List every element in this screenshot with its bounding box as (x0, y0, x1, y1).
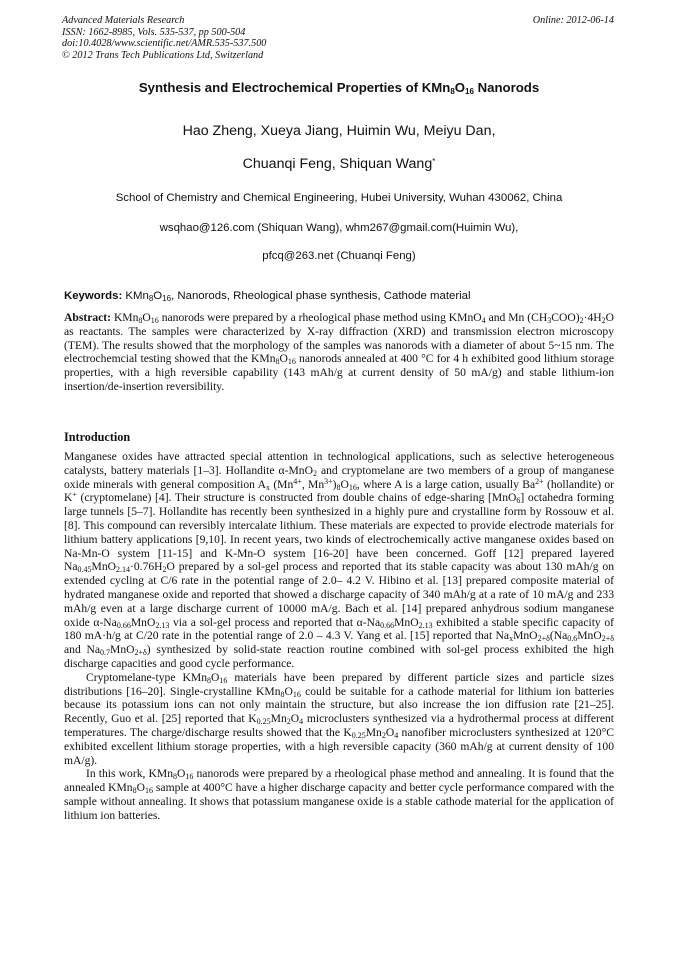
corresponding-mark: * (432, 157, 436, 166)
journal-name: Advanced Materials Research (62, 15, 185, 26)
online-date: Online: 2012-06-14 (532, 15, 614, 26)
intro-paragraph-1: Manganese oxides have attracted special attention in technological applications, such as selective heterogeneous catalysts, battery materials [1–3]. Hollandite α-MnO$_2$ and cryptomelane are two members of a group of manganese oxide minerals with general composition $A_x$ ($Mn^{4+}$, $Mn^{3+})_8O_{16}$, where A is a large cation, usually $Ba^{2+}$ (hollandite) or K+ (cryptomelane) [4]. Their structure is constructed from double chains of edge-sharing [MnO$_6$] octahedra forming large tunnels [5–7]. Hollandite has recently been synthesized in a highly pure and crystalline form by Rossouw et al. [8]. This compound can reversibly intercalate lithium. These materials are expected to provide electrode materials for lithium battery applications [9,10]. In recent years, two kinds of electrochemically active manganese oxides based on Na-Mn-O system [11-15] and K-Mn-O system [16-20] have been concerned. Goff [12] prepared layered $Na_{0.45}MnO_{2.14}\cdot 0.76H_2O$ prepared by a sol-gel process and reported that its stable capacity was about 130 mAh/g on extended cycling at C/6 rate in the potential range of 2.0– 4.2 V. Hibino et al. [13] prepared composite material of hydrated manganese oxide and reported that showed a discharge capacity of 340 mAh/g at a rate of 10 mA/g and 233 mAh/g even at a large discharge current of 10000 mA/g. Bach et al. [14] prepared anhydrous sodium manganese oxide $\alpha-Na_{0.66}MnO_{2.13}$ via a sol-gel process and reported that $\alpha-Na_{0.66}MnO_{2.13}$ exhibited a stable specific capacity of 180 mA·h/g at C/20 rate in the potential range of 2.0 – 4.3 V. Yang et al. [15] reported that $Na_xMnO_{2+\delta}(Na_{0.6}MnO_{2+\delta}$ and $Na_{0.7}MnO_{2+\delta}$) synthesized by solid-state reaction routine combined with sol-gel process exhibited the high discharge capacities and good cycle performance. (64, 450, 615, 670)
introduction-body (64, 450, 614, 823)
email-line-2: pfcq@263.net (Chuanqi Feng) (262, 250, 416, 262)
author-line-1: Hao Zheng, Xueya Jiang, Huimin Wu, Meiyu Dan, (182, 123, 496, 139)
intro-paragraph-2: Cryptomelane-type $KMn_8O_{16}$ materials have been prepared by different particle sizes and particle sizes distributions [16–20]. Single-crystalline $KMn_8O_{16}$ could be suitable for a cathode material for lithium ion batteries because its potassium ions can not only maintain the structure, but also increase the ion diffusion rate [21–25]. Recently, Guo et al. [25] reported that $K_{0.25}Mn_2O_4$ microclusters synthesized via a hydrothermal process at different temperatures. The charge/discharge results showed that the $K_{0.25}Mn_2O_4$ nanofiber microclusters synthesized at 120°C exhibited excellent lithium storage properties, with a high reversible capacity (360 mAh/g at current density of 100 mA/g). (64, 670, 615, 767)
copyright-line: © 2012 Trans Tech Publications Ltd, Switzerland (62, 49, 264, 61)
keywords: Keywords: $KMn_8O_{16}$, Nanorods, Rheological phase synthesis, Cathode material (64, 290, 471, 303)
doi-line: doi:10.4028/www.scientific.net/AMR.535-537.500 (62, 38, 267, 50)
affiliation: School of Chemistry and Chemical Engineering, Hubei University, Wuhan 430062, China (115, 192, 563, 204)
abstract: Abstract: $KMn_8O_{16}$ nanorods were prepared by a rheological phase method using KMnO$_4$ and Mn $(CH_3COO)_2\cdot 4H_2O$ as reactants. The samples were characterized by X-ray diffraction (XRD) and transmission electron microscopy (TEM). The results showed that the morphology of the samples was nanorods with a diameter of about 5~15 nm. The electrochemcial testing showed that the $KMn_8O_{16}$ nanorods annealed at 400 °C for 4 h exhibited good lithium storage properties, with a high reversible capability (143 mAh/g at current density of 50 mA/g) and stable lithium-ion insertion/de-insertion reversibility. (64, 311, 614, 393)
journal-header (62, 15, 266, 61)
section-heading-introduction: Introduction (64, 430, 131, 444)
issn-line: ISSN: 1662-8985, Vols. 535-537, pp 500-504 (62, 26, 246, 38)
paper-title: Synthesis and Electrochemical Properties of $KMn_8O_{16}$ Nanorods (138, 80, 540, 96)
author-line-2: Chuanqi Feng, Shiquan Wang* (242, 156, 436, 172)
intro-paragraph-3: In this work, $KMn_8O_{16}$ nanorods were prepared by a rheological phase method and annealing. It is found that the annealed $KMn_8O_{16}$ sample at 400°C have a higher discharge capacity and better cycle performance compared with the sample without annealing. It shows that potassium manganese oxide is a stable cathode material for the application of lithium ion batteries. (64, 767, 615, 822)
email-line-1: wsqhao@126.com (Shiquan Wang), whm267@gmail.com(Huimin Wu), (159, 222, 519, 234)
